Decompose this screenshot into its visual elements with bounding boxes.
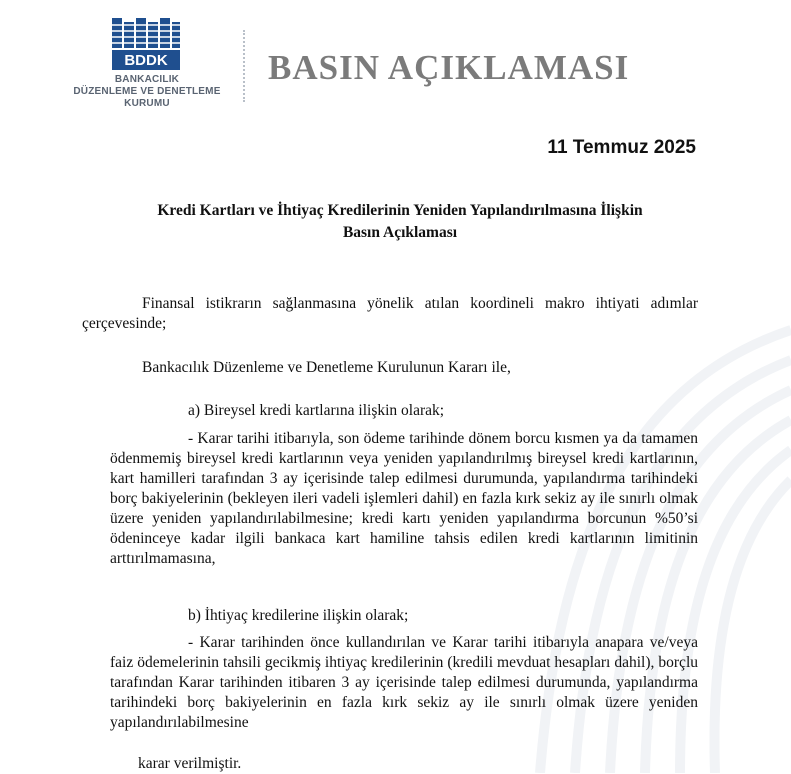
closing-paragraph: karar verilmiştir. <box>138 754 242 772</box>
section-a-text: - Karar tarihi itibarıyla, son ödeme tarihinde dönem borcu kısmen ya da tamamen ödenmemiş bireysel kredi kartlarının veya yeniden yapılandırılmış bireysel kredi kartlarının, kart hamilleri tarafından 3 ay içerisinde talep edilmesi durumunda, yapılandırma tarihindeki borç bakiyelerinin (bekleyen ileri vadeli işlemleri dahil) en fazla kırk sekiz ay ile sınırlı olmak üzere yeniden yapılandırılabilmesine; kredi kartı yeniden yapılandırma borcunun %50’si ödeninceye kadar ilgili bankaca kart hamiline tahsis edilen kredi kartlarının limitinin arttırılmamasına, <box>110 429 698 567</box>
subject-line-1: Kredi Kartları ve İhtiyaç Kredilerinin Yeniden Yapılandırılmasına İlişkin <box>157 202 643 219</box>
institution-line-2: DÜZENLEME VE DENETLEME <box>73 86 221 97</box>
institution-line-1: BANKACILIK <box>114 74 180 85</box>
board-decision-paragraph: Bankacılık Düzenleme ve Denetleme Kurulunun Kararı ile, <box>142 358 511 376</box>
institution-line-3: KURUMU <box>124 98 170 109</box>
document-title: BASIN AÇIKLAMASI <box>268 48 630 87</box>
bddk-logo-icon <box>110 16 182 72</box>
header-divider <box>243 30 245 102</box>
subject-line-2: Basın Açıklaması <box>342 224 458 241</box>
press-release-date: 11 Temmuz 2025 <box>547 137 696 158</box>
intro-paragraph: Finansal istikrarın sağlanmasına yönelik atılan koordineli makro ihtiyati adımlar çerçevesinde; <box>82 294 698 332</box>
section-b-heading: b) İhtiyaç kredilerine ilişkin olarak; <box>188 606 409 624</box>
subject-heading <box>120 200 680 244</box>
section-a-heading: a) Bireysel kredi kartlarına ilişkin olarak; <box>188 401 445 419</box>
institution-name <box>72 74 222 110</box>
logo-acronym: BDDK <box>124 52 168 69</box>
section-b-text: - Karar tarihinden önce kullandırılan ve Karar tarihi itibarıyla anapara ve/veya faiz ödemelerinin tahsili gecikmiş ihtiyaç kredilerinin (kredili mevduat hesapları dahil), borçlu tarafından Karar tarihinden itibaren 3 ay içerisinde talep edilmesi durumunda, yapılandırma tarihindeki borç bakiyelerinin en fazla kırk sekiz ay ile sınırlı olmak üzere yeniden yapılandırılabilmesine <box>110 633 698 731</box>
